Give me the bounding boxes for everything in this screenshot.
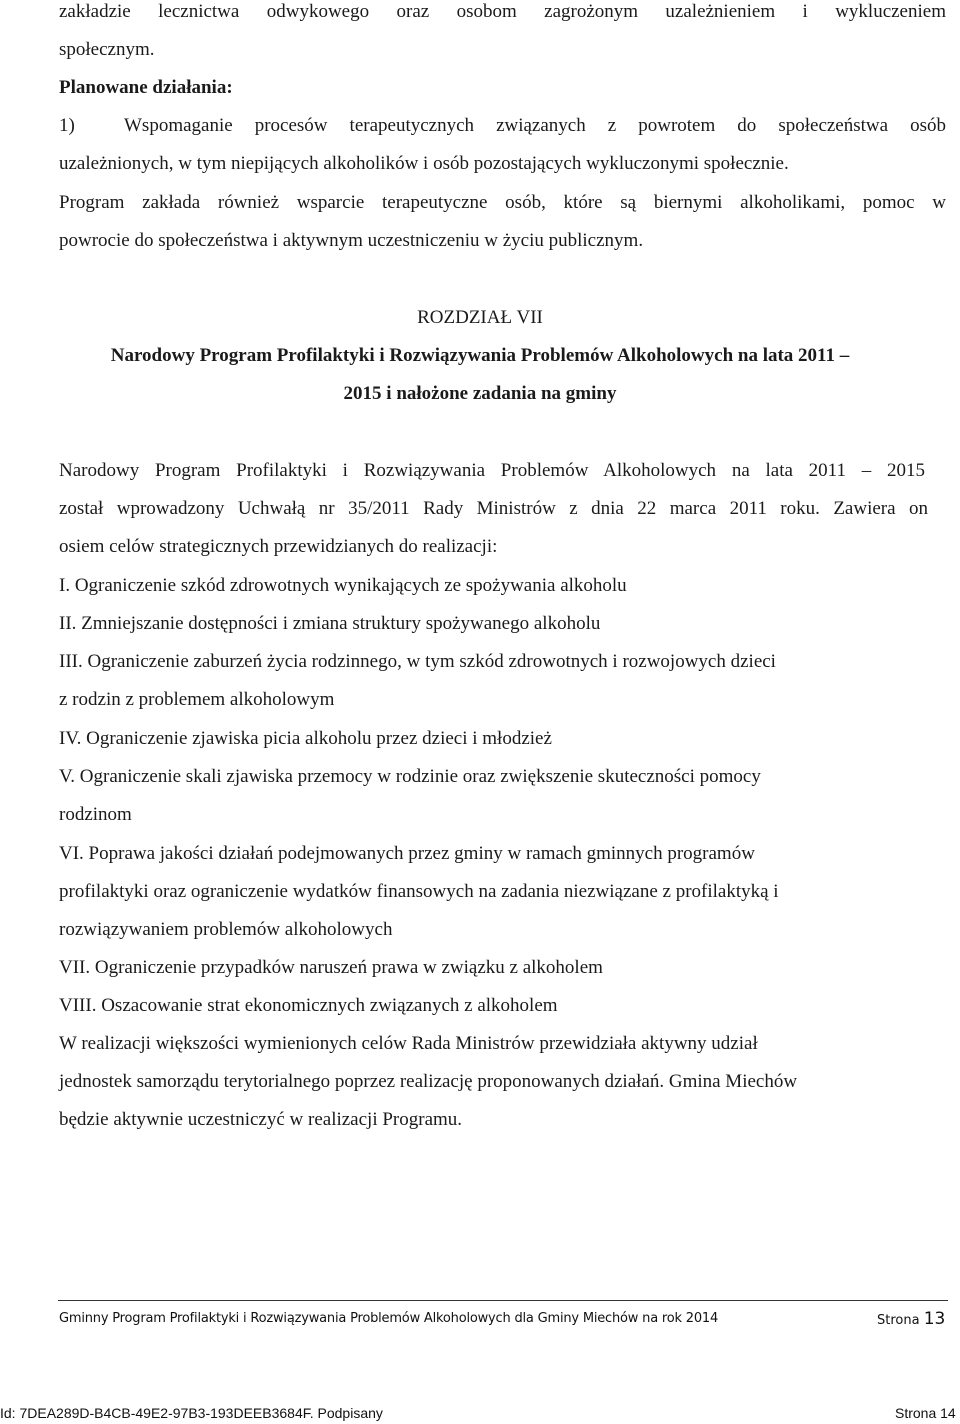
chapter-title-line: 2015 i nałożone zadania na gminy bbox=[343, 383, 617, 404]
goal-item: IV. Ograniczenie zjawiska picia alkoholu przez dzieci i młodzież bbox=[59, 728, 552, 749]
paragraph-line: jednostek samorządu terytorialnego poprzez realizację proponowanych działań. Gmina Miechów bbox=[59, 1071, 798, 1092]
goal-item: VI. Poprawa jakości działań podejmowanych przez gminy w ramach gminnych programów bbox=[59, 843, 755, 864]
paragraph-line: został wprowadzony Uchwałą nr 35/2011 Rady Ministrów z dnia 22 marca 2011 roku. Zawiera on bbox=[59, 498, 928, 519]
paragraph-line: W realizacji większości wymienionych celów Rada Ministrów przewidziała aktywny udział bbox=[59, 1033, 758, 1054]
footer-page-number bbox=[877, 1309, 945, 1329]
goal-item-continued: rodzinom bbox=[59, 804, 132, 825]
chapter-label: ROZDZIAŁ VII bbox=[417, 307, 543, 328]
paragraph-line: zakładzie lecznictwa odwykowego oraz osobom zagrożonym uzależnieniem i wykluczeniem bbox=[59, 1, 946, 22]
footer-page-word: Strona bbox=[877, 1313, 920, 1328]
goal-item: I. Ograniczenie szkód zdrowotnych wynikających ze spożywania alkoholu bbox=[59, 575, 627, 596]
list-item-line: Wspomaganie procesów terapeutycznych związanych z powrotem do społeczeństwa osób bbox=[124, 115, 946, 136]
paragraph-line: Narodowy Program Profilaktyki i Rozwiązywania Problemów Alkoholowych na lata 2011 – 2015 bbox=[59, 460, 925, 481]
footer-document-title: Gminny Program Profilaktyki i Rozwiązywania Problemów Alkoholowych dla Gminy Miechów na rok 2014 bbox=[59, 1311, 719, 1326]
goal-item: VII. Ograniczenie przypadków naruszeń prawa w związku z alkoholem bbox=[59, 957, 603, 978]
document-id: Id: 7DEA289D-B4CB-49E2-97B3-193DEEB3684F. Podpisany bbox=[0, 1405, 383, 1421]
goal-item: VIII. Oszacowanie strat ekonomicznych związanych z alkoholem bbox=[59, 995, 558, 1016]
goal-item-continued: profilaktyki oraz ograniczenie wydatków finansowych na zadania niezwiązane z profilaktyką i bbox=[59, 881, 779, 902]
goal-item-continued: rozwiązywaniem problemów alkoholowych bbox=[59, 919, 393, 940]
footer-page-value: 13 bbox=[923, 1309, 946, 1329]
chapter-title-line: Narodowy Program Profilaktyki i Rozwiązywania Problemów Alkoholowych na lata 2011 – bbox=[110, 345, 850, 366]
paragraph-line: Program zakłada również wsparcie terapeutyczne osób, które są biernymi alkoholikami, pomoc w bbox=[59, 192, 946, 213]
goal-item: V. Ograniczenie skali zjawiska przemocy w rodzinie oraz zwiększenie skuteczności pomocy bbox=[59, 766, 761, 787]
goal-item-continued: z rodzin z problemem alkoholowym bbox=[59, 689, 335, 710]
list-item-number: 1) bbox=[59, 115, 75, 136]
goal-item: II. Zmniejszanie dostępności i zmiana struktury spożywanego alkoholu bbox=[59, 613, 601, 634]
planned-actions-heading: Planowane działania: bbox=[59, 77, 233, 98]
paragraph-line: społecznym. bbox=[59, 39, 155, 60]
list-item-line: uzależnionych, w tym niepijących alkoholików i osób pozostających wykluczonymi społecznie. bbox=[59, 153, 789, 174]
paragraph-line: powrocie do społeczeństwa i aktywnym uczestniczeniu w życiu publicznym. bbox=[59, 230, 644, 251]
footer-divider bbox=[58, 1300, 948, 1301]
paragraph-line: osiem celów strategicznych przewidzianych do realizacji: bbox=[59, 536, 498, 557]
page-label: Strona 14 bbox=[895, 1405, 956, 1421]
goal-item: III. Ograniczenie zaburzeń życia rodzinnego, w tym szkód zdrowotnych i rozwojowych dzieci bbox=[59, 651, 776, 672]
paragraph-line: będzie aktywnie uczestniczyć w realizacji Programu. bbox=[59, 1109, 463, 1130]
